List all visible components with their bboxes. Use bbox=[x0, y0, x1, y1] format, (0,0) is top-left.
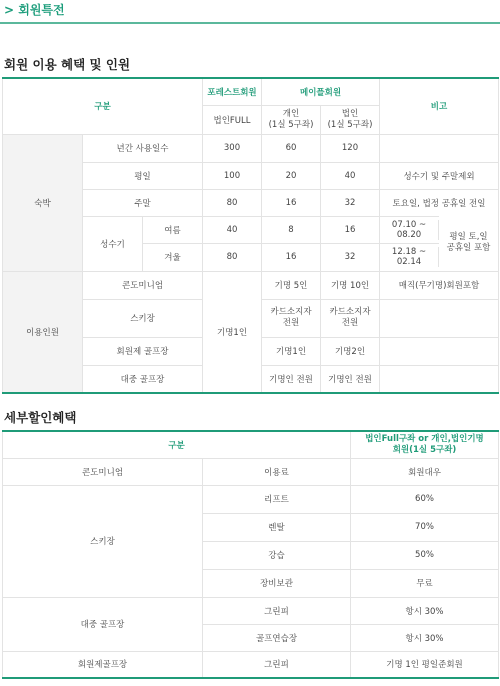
discount-group-public-golf: 대중 골프장 bbox=[3, 597, 203, 651]
public-golf-corp: 기명인 전원 bbox=[321, 365, 380, 393]
discount-item: 그린피 bbox=[203, 651, 351, 678]
weekday-personal: 20 bbox=[262, 162, 321, 189]
breadcrumb: > 회원특전 bbox=[4, 3, 65, 17]
member-golf-note bbox=[380, 337, 499, 365]
winter-corp: 32 bbox=[321, 243, 380, 271]
discount-group-condo: 콘도미니엄 bbox=[3, 458, 203, 485]
header-category: 구분 bbox=[3, 78, 203, 134]
header-personal: 개인 (1실 5구좌) bbox=[262, 105, 321, 134]
discount-item: 이용료 bbox=[203, 458, 351, 485]
summer-corp: 16 bbox=[321, 216, 380, 243]
annual-personal: 60 bbox=[262, 134, 321, 162]
users-label: 이용인원 bbox=[3, 271, 83, 393]
weekday-forest: 100 bbox=[203, 162, 262, 189]
weekday-note: 성수기 및 주말제외 bbox=[380, 162, 499, 189]
discount-item: 장비보관 bbox=[203, 569, 351, 597]
section-title-discounts: 세부할인혜택 bbox=[4, 410, 77, 425]
discount-value: 70% bbox=[351, 513, 499, 541]
header-maple: 메이플회원 bbox=[262, 78, 380, 105]
header-forest: 포레스트회원 bbox=[203, 78, 262, 105]
condo-corp: 기명 10인 bbox=[321, 271, 380, 299]
discount-item: 강습 bbox=[203, 541, 351, 569]
benefits-table bbox=[2, 77, 499, 394]
discount-value: 회원대우 bbox=[351, 458, 499, 485]
member-golf-label: 회원제 골프장 bbox=[83, 337, 203, 365]
weekend-personal: 16 bbox=[262, 189, 321, 216]
forest-users: 기명1인 bbox=[203, 271, 262, 393]
discount-value: 50% bbox=[351, 541, 499, 569]
condo-note: 매직(무기명)회원포함 bbox=[380, 271, 499, 299]
winter-label: 겨울 bbox=[143, 243, 203, 271]
summer-label: 여름 bbox=[143, 216, 203, 243]
annual-note bbox=[380, 134, 499, 162]
discount-value: 항시 30% bbox=[351, 624, 499, 651]
ski-label: 스키장 bbox=[83, 299, 203, 337]
summer-personal: 8 bbox=[262, 216, 321, 243]
public-golf-label: 대중 골프장 bbox=[83, 365, 203, 393]
weekend-note: 토요일, 법정 공휴일 전일 bbox=[380, 189, 499, 216]
member-golf-personal: 기명1인 bbox=[262, 337, 321, 365]
discount-value: 60% bbox=[351, 485, 499, 513]
peak-note: 평일 토,일 공휴일 포함 bbox=[439, 215, 498, 271]
header-note: 비고 bbox=[380, 78, 499, 134]
weekend-label: 주말 bbox=[83, 189, 203, 216]
discount-value: 기명 1인 평일준회원 bbox=[351, 651, 499, 678]
discount-item: 골프연습장 bbox=[203, 624, 351, 651]
winter-personal: 16 bbox=[262, 243, 321, 271]
weekend-forest: 80 bbox=[203, 189, 262, 216]
discount-item: 리프트 bbox=[203, 485, 351, 513]
summer-forest: 40 bbox=[203, 216, 262, 243]
discount-table bbox=[2, 430, 499, 679]
discount-value: 무료 bbox=[351, 569, 499, 597]
discount-header-category: 구분 bbox=[3, 431, 351, 458]
annual-corp: 120 bbox=[321, 134, 380, 162]
condo-personal: 기명 5인 bbox=[262, 271, 321, 299]
winter-forest: 80 bbox=[203, 243, 262, 271]
summer-dates: 07.10 ~ 08.20 bbox=[380, 220, 439, 240]
header-corp-full: 법인FULL bbox=[203, 105, 262, 134]
discount-item: 렌탈 bbox=[203, 513, 351, 541]
discount-value: 항시 30% bbox=[351, 597, 499, 624]
ski-personal: 카드소지자 전원 bbox=[262, 299, 321, 337]
discount-group-member-golf: 회원제골프장 bbox=[3, 651, 203, 678]
header-corp: 법인 (1실 5구좌) bbox=[321, 105, 380, 134]
public-golf-note bbox=[380, 365, 499, 393]
weekday-corp: 40 bbox=[321, 162, 380, 189]
public-golf-personal: 기명인 전원 bbox=[262, 365, 321, 393]
discount-item: 그린피 bbox=[203, 597, 351, 624]
discount-header-benefit: 법인Full구좌 or 개인,법인기명 회원(1실 5구좌) bbox=[351, 431, 499, 458]
peak-label: 성수기 bbox=[83, 216, 143, 271]
ski-note bbox=[380, 299, 499, 337]
winter-note-cell bbox=[380, 231, 499, 271]
annual-days-label: 년간 사용일수 bbox=[83, 134, 203, 162]
breadcrumb-divider bbox=[0, 22, 500, 24]
section-title-benefits: 회원 이용 혜택 및 인원 bbox=[4, 57, 131, 72]
member-golf-corp: 기명2인 bbox=[321, 337, 380, 365]
weekday-label: 평일 bbox=[83, 162, 203, 189]
condo-label: 콘도미니엄 bbox=[83, 271, 203, 299]
winter-dates: 12.18 ~ 02.14 bbox=[380, 247, 439, 267]
ski-corp: 카드소지자 전원 bbox=[321, 299, 380, 337]
discount-group-ski: 스키장 bbox=[3, 485, 203, 597]
lodging-label: 숙박 bbox=[3, 134, 83, 271]
annual-forest: 300 bbox=[203, 134, 262, 162]
weekend-corp: 32 bbox=[321, 189, 380, 216]
